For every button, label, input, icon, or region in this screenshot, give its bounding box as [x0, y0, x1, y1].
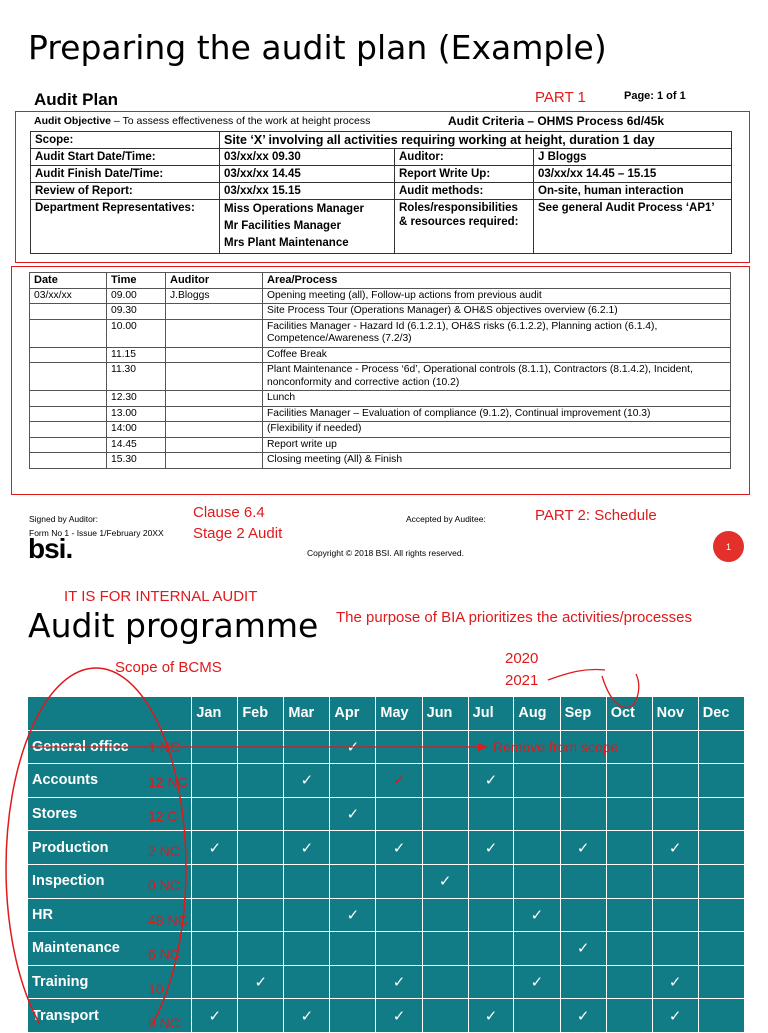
- department-name: Transport: [28, 999, 192, 1033]
- row-label: Audit Start Date/Time:: [31, 149, 220, 166]
- schedule-area: (Flexibility if needed): [263, 422, 731, 438]
- roles-label: Roles/responsibilities & resources required:: [395, 200, 534, 254]
- check-mark: ✓: [468, 999, 514, 1033]
- department-name: Accounts: [28, 764, 192, 798]
- schedule-area: Facilities Manager - Hazard Id (6.1.2.1), OH&S risks (6.1.2.2), Planning action (6.1.4), Competence/Awareness (7.2/3): [263, 319, 731, 347]
- row-label: Auditor:: [395, 149, 534, 166]
- check-mark: ✓: [468, 764, 514, 798]
- schedule-area: Site Process Tour (Operations Manager) & OH&S objectives overview (6.2.1): [263, 304, 731, 320]
- schedule-time: 09.00: [107, 288, 166, 304]
- schedule-auditor: J.Bloggs: [166, 288, 263, 304]
- programme-title: Audit programme: [28, 606, 319, 645]
- row-value: 03/xx/xx 09.30: [220, 149, 395, 166]
- row-value: 03/xx/xx 14.45 – 15.15: [534, 166, 732, 183]
- schedule-time: 11.15: [107, 347, 166, 363]
- row-label: Report Write Up:: [395, 166, 534, 183]
- scope-value: Site ‘X’ involving all activities requiring working at height, duration 1 day: [220, 132, 732, 149]
- schedule-time: 15.30: [107, 453, 166, 469]
- schedule-time: 14.45: [107, 437, 166, 453]
- department-name: Stores: [28, 797, 192, 831]
- bia-annotation: The purpose of BIA prioritizes the activities/processes: [336, 609, 693, 626]
- check-mark: ✓: [376, 831, 422, 865]
- accepted-by-auditee: Accepted by Auditee:: [406, 514, 486, 524]
- audit-criteria: Audit Criteria – OHMS Process 6d/45k: [448, 114, 665, 128]
- schedule-time: 14:00: [107, 422, 166, 438]
- year-arrow: [548, 669, 605, 680]
- schedule-area: Coffee Break: [263, 347, 731, 363]
- check-mark: ✓: [330, 730, 376, 764]
- row-value: 03/xx/xx 15.15: [220, 183, 395, 200]
- roles-value: See general Audit Process ‘AP1’: [534, 200, 732, 254]
- schedule-area: Closing meeting (All) & Finish: [263, 453, 731, 469]
- check-mark: ✓: [330, 898, 376, 932]
- objective-label: Audit Objective: [34, 115, 112, 127]
- page-label: Page: 1 of 1: [624, 90, 686, 102]
- part2-annotation: PART 2: Schedule: [535, 507, 657, 524]
- oct-circle: [602, 674, 639, 708]
- part1-annotation: PART 1: [535, 89, 586, 106]
- nc-count: 2 NC: [148, 842, 180, 859]
- dept-value: Mr Facilities Manager: [224, 220, 341, 232]
- scope-annotation: Scope of BCMS: [115, 659, 222, 676]
- check-mark: ✓: [514, 898, 560, 932]
- form-number: Form No 1 - Issue 1/February 20XX: [29, 528, 164, 538]
- signed-by-auditor: Signed by Auditor:: [29, 514, 98, 524]
- red-check-mark: ✓: [376, 764, 422, 798]
- schedule-area: Facilities Manager – Evaluation of compliance (9.1.2), Continual improvement (10.3): [263, 406, 731, 422]
- department-name: HR: [28, 898, 192, 932]
- month-header: Nov: [652, 697, 698, 731]
- nc-count: 12 NC: [148, 773, 188, 790]
- page-number-badge: 1: [713, 531, 744, 562]
- department-name: General office: [28, 730, 192, 764]
- row-label: Audit methods:: [395, 183, 534, 200]
- remove-from-scope-annotation: Remove from scope: [493, 739, 619, 755]
- scope-label: Scope:: [31, 132, 220, 149]
- check-mark: ✓: [652, 965, 698, 999]
- slide-title: Preparing the audit plan (Example): [28, 28, 607, 67]
- row-value: 03/xx/xx 14.45: [220, 166, 395, 183]
- department-name: Training: [28, 965, 192, 999]
- row-value: J Bloggs: [534, 149, 732, 166]
- row-label: Review of Report:: [31, 183, 220, 200]
- col-header: Date: [30, 273, 107, 289]
- internal-audit-annotation: IT IS FOR INTERNAL AUDIT: [64, 588, 258, 605]
- nc-count: 1 NC: [148, 739, 180, 755]
- month-header: Dec: [698, 697, 744, 731]
- department-name: Inspection: [28, 864, 192, 898]
- nc-count: 0 NC: [148, 877, 180, 893]
- clause-text: Clause 6.4: [193, 504, 265, 521]
- check-mark: ✓: [376, 965, 422, 999]
- scope-ellipse: [6, 668, 186, 1024]
- month-header: Oct: [606, 697, 652, 731]
- schedule-area: Plant Maintenance - Process ‘6d’, Operational controls (8.1.1), Contractors (8.1.4.2), Incident, nonconformity and corrective action (10.2): [263, 363, 731, 391]
- check-mark: ✓: [284, 999, 330, 1033]
- check-mark: ✓: [652, 831, 698, 865]
- check-mark: ✓: [238, 965, 284, 999]
- check-mark: ✓: [192, 831, 238, 865]
- check-mark: ✓: [422, 864, 468, 898]
- nc-count: 6 NC: [148, 946, 180, 962]
- schedule-time: 11.30: [107, 363, 166, 391]
- check-mark: ✓: [652, 999, 698, 1033]
- schedule-time: 12.30: [107, 391, 166, 407]
- dept-value: Mrs Plant Maintenance: [224, 237, 349, 249]
- col-header: Time: [107, 273, 166, 289]
- check-mark: ✓: [376, 999, 422, 1033]
- check-mark: ✓: [284, 764, 330, 798]
- objective-text: – To assess effectiveness of the work at height process: [111, 115, 371, 127]
- schedule-date: 03/xx/xx: [30, 288, 107, 304]
- month-header: Feb: [238, 697, 284, 731]
- month-header: Jan: [192, 697, 238, 731]
- stage-text: Stage 2 Audit: [193, 525, 283, 542]
- check-mark: ✓: [560, 999, 606, 1033]
- month-header: Jun: [422, 697, 468, 731]
- nc-count: 10: [148, 980, 164, 997]
- nc-count: 48 NC: [148, 911, 188, 928]
- check-mark: ✓: [192, 999, 238, 1033]
- check-mark: ✓: [330, 797, 376, 831]
- month-header: Aug: [514, 697, 560, 731]
- schedule-area: Opening meeting (all), Follow-up actions from previous audit: [263, 288, 731, 304]
- schedule-time: 13.00: [107, 406, 166, 422]
- month-header: Jul: [468, 697, 514, 731]
- month-header: Mar: [284, 697, 330, 731]
- copyright: Copyright © 2018 BSI. All rights reserved.: [307, 548, 464, 558]
- nc-count: 9 NC: [148, 1015, 180, 1031]
- year-2020: 2020: [505, 650, 539, 667]
- row-value: On-site, human interaction: [534, 183, 732, 200]
- department-name: Maintenance: [28, 932, 192, 966]
- dept-label: Department Representatives:: [31, 200, 220, 254]
- schedule-area: Report write up: [263, 437, 731, 453]
- check-mark: ✓: [514, 965, 560, 999]
- col-header: Auditor: [166, 273, 263, 289]
- nc-count: 12 C: [148, 808, 178, 824]
- schedule-time: 10.00: [107, 319, 166, 347]
- check-mark: ✓: [560, 831, 606, 865]
- month-header: Apr: [330, 697, 376, 731]
- dept-value: Miss Operations Manager: [224, 203, 364, 215]
- audit-plan-title: Audit Plan: [34, 90, 119, 109]
- month-header: May: [376, 697, 422, 731]
- col-header: Area/Process: [263, 273, 731, 289]
- department-name: Production: [28, 831, 192, 865]
- schedule-time: 09.30: [107, 304, 166, 320]
- schedule-area: Lunch: [263, 391, 731, 407]
- row-label: Audit Finish Date/Time:: [31, 166, 220, 183]
- remove-arrow: [478, 743, 488, 751]
- check-mark: ✓: [468, 831, 514, 865]
- check-mark: ✓: [560, 932, 606, 966]
- bsi-logo: bsi.: [28, 533, 73, 564]
- check-mark: ✓: [284, 831, 330, 865]
- year-2021: 2021: [505, 672, 539, 689]
- month-header: Sep: [560, 697, 606, 731]
